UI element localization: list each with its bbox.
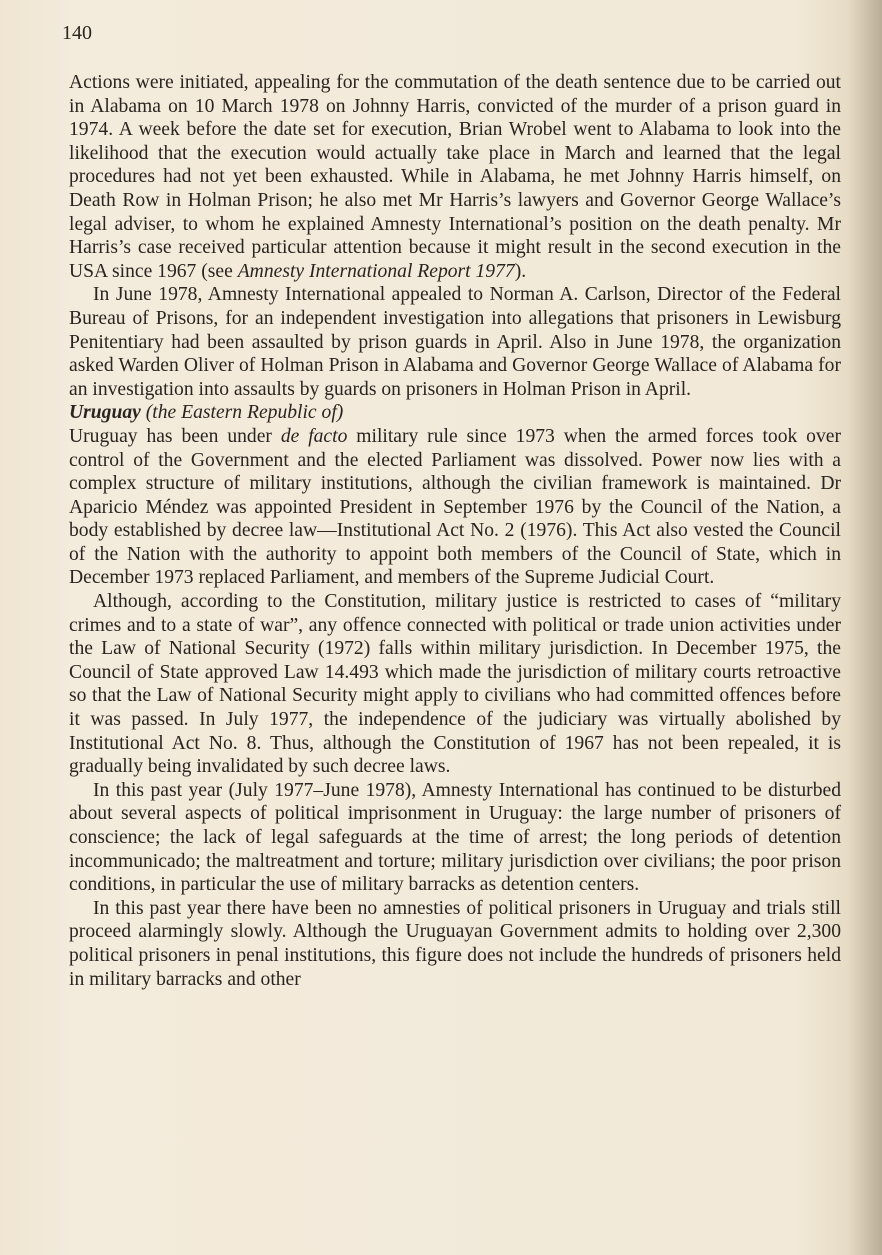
paragraph-usa-lewisburg: In June 1978, Amnesty International appealed to Norman A. Carlson, Director of the Federal Bureau of Prisons, for an independent investigation into allegations that prisoners in Lewisburg Penitentiary had been assaulted by prison guards in April. Also in June 1978, the organization asked Warden Oliver of Holman Prison in Alabama and Governor George Wallace of Alabama for an investigation into assaults by guards on prisoners in Holman Prison in April. [69,284,841,400]
de-facto-italic: de facto [280,425,348,447]
body-text [69,71,841,991]
paragraph-text-end: military rule since 1973 when the armed forces took over control of the Government and the elected Parliament was dissolved. Power now lies with a complex structure of military institutions, although the civilian framework is maintained. Dr Aparicio Méndez was appointed President in September 1976 by the Council of the Nation, a body established by decree law—Institutional Act No. 2 (1976). This Act also vested the Council of the Nation with the authority to appoint both members of the Council of State, which in December 1973 replaced Parliament, and members of the Supreme Judicial Court. [69,425,841,589]
section-heading-country: Uruguay [69,402,141,424]
paragraph-uruguay-concerns: In this past year (July 1977–June 1978), Amnesty International has continued to be disturbed about several aspects of political imprisonment in Uruguay: the large number of prisoners of conscience; the lack of legal safeguards at the time of arrest; the long periods of detention incommunicado; the maltreatment and torture; military jurisdiction over civilians; the poor prison conditions, in particular the use of military barracks as detention centers. [69,779,841,896]
page-number: 140 [62,22,92,44]
paragraph-text: Actions were initiated, appealing for the commutation of the death sentence due to be carried out in Alabama on 10 March 1978 on Johnny Harris, convicted of the murder of a prison guard in 1974. A week before the date set for execution, Brian Wrobel went to Alabama to look into the likelihood that the execution would actually take place in March and learned that the legal procedures had not yet been exhausted. While in Alabama, he met Johnny Harris himself, on Death Row in Holman Prison; he also met Mr Harris’s lawyers and Governor George Wallace’s legal adviser, to whom he explained Amnesty International’s position on the death penalty. Mr Harris’s case received particular attention because it might result in the second execution in the USA since 1967 (see [69,72,841,282]
paragraph-text: Uruguay has been under [69,425,281,447]
section-heading-subtitle: (the Eastern Republic of) [140,402,344,424]
paragraph-uruguay-military-rule [69,425,841,590]
paragraph-uruguay-military-justice: Although, according to the Constitution, military justice is restricted to cases of “military crimes and to a state of war”, any offence connected with political or trade union activities under the Law of National Security (1972) falls within military jurisdiction. In December 1975, the Council of State approved Law 14.493 which made the jurisdiction of military courts retroactive so that the Law of National Security might apply to civilians who had committed offences before it was passed. In July 1977, the independence of the judiciary was virtually abolished by Institutional Act No. 8. Thus, although the Constitution of 1967 has not been repealed, it is gradually being invalidated by such decree laws. [69,591,841,778]
paragraph-usa-harris [69,71,841,283]
paragraph-text-end: ). [514,260,527,282]
paragraph-uruguay-prisoners: In this past year there have been no amnesties of political prisoners in Uruguay and trials still proceed alarmingly slowly. Although the Uruguayan Government admits to holding over 2,300 political prisoners in penal institutions, this figure does not include the hundreds of prisoners held in military barracks and other [69,897,841,990]
report-title-italic: Amnesty International Report 1977 [237,260,515,282]
section-heading-uruguay [69,401,841,425]
